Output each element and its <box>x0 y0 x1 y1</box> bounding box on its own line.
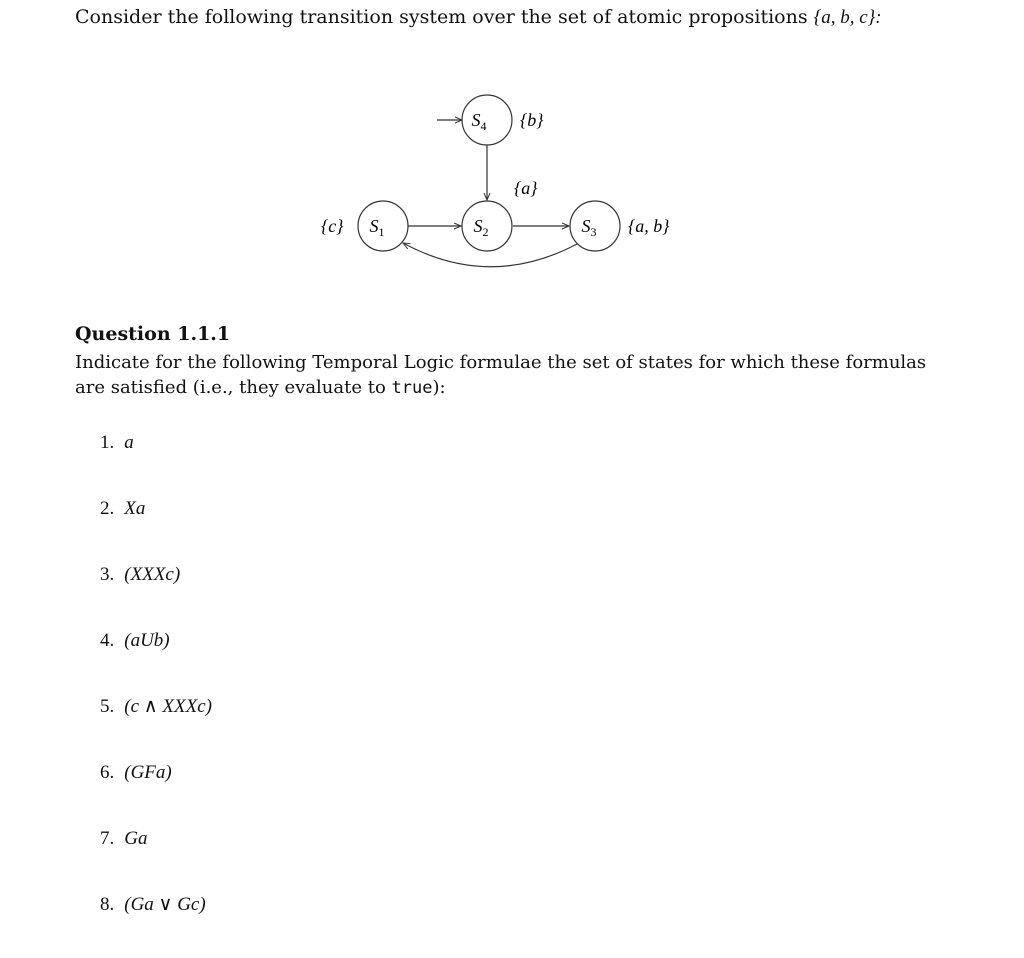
propositions-set: {a, b, c}: <box>813 7 882 28</box>
formula-item <box>100 826 212 892</box>
state-s1-props: {c} <box>321 216 344 236</box>
formula-item <box>100 562 212 628</box>
state-s4 <box>462 95 512 145</box>
state-s3-props: {a, b} <box>628 216 670 236</box>
formula-number: 8. <box>100 894 115 915</box>
formula-item <box>100 694 212 760</box>
state-s1-label: $S_1$ <box>369 216 385 239</box>
formula-expression: (c ∧ XXXc) <box>124 696 212 717</box>
formula-list <box>100 430 212 958</box>
question-text-main: Indicate for the following Temporal Logic formulae the set of states for which these formulas are satisfied (i.e., they evaluate to <box>75 352 927 398</box>
formula-expression: (XXXc) <box>124 564 181 585</box>
question-text-end: ): <box>432 377 446 398</box>
formula-number: 3. <box>100 564 115 585</box>
state-s3-label: $S_3$ <box>581 216 597 239</box>
formula-number: 4. <box>100 630 115 651</box>
formula-number: 1. <box>100 432 115 453</box>
formula-item <box>100 892 212 958</box>
formula-expression: (Ga ∨ Gc) <box>124 894 206 915</box>
transition-system-diagram <box>300 80 720 280</box>
formula-expression: (aUb) <box>124 630 170 651</box>
state-s2-props: {a} <box>514 178 538 198</box>
formula-expression: Ga <box>124 828 148 849</box>
formula-expression: a <box>124 432 134 453</box>
question-text <box>75 350 945 401</box>
formula-number: 5. <box>100 696 115 717</box>
intro-text: Consider the following transition system over the set of atomic propositions <box>75 6 808 28</box>
formula-item <box>100 760 212 826</box>
formula-number: 6. <box>100 762 115 783</box>
intro-sentence <box>75 6 882 29</box>
true-keyword: true <box>391 378 433 398</box>
state-s4-label: $S_4$ <box>471 110 487 133</box>
formula-expression: Xa <box>124 498 146 519</box>
question-heading: Question 1.1.1 <box>75 323 231 345</box>
state-s2-label: $S_2$ <box>473 216 489 239</box>
formula-item <box>100 628 212 694</box>
formula-expression: (GFa) <box>124 762 172 783</box>
formula-item <box>100 430 212 496</box>
state-s4-props: {b} <box>520 110 544 130</box>
formula-number: 7. <box>100 828 115 849</box>
formula-item <box>100 496 212 562</box>
formula-number: 2. <box>100 498 115 519</box>
